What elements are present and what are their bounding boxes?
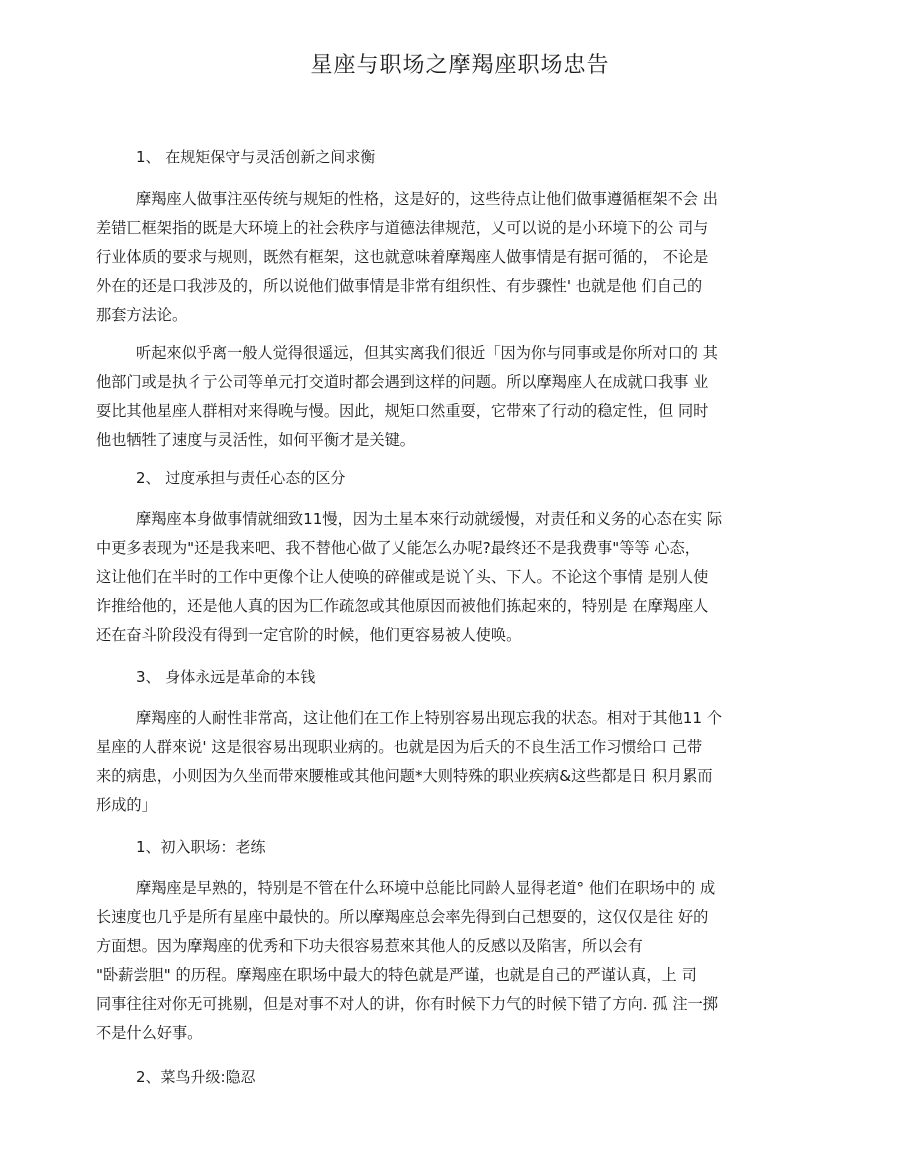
paragraph-line: 摩羯座人做事注巫传统与规矩的性格，这是好的，这些待点让他们做事遵循框架不会 出 <box>136 190 718 208</box>
paragraph-line: "卧薪尝胆" 的历程。摩羯座在职场中最大的特色就是严谨，也就是自己的严谨认真，上 司 <box>96 966 697 984</box>
paragraph <box>96 505 836 650</box>
page-title: 星座与职场之摩羯座职场忠告 <box>310 53 610 78</box>
paragraph-line: 摩羯座本身做事情就细致11慢，因为土星本來行动就缓慢，对责任和义务的心态在实 际 <box>136 510 723 528</box>
section-heading: 3、 身体永远是革命的本钱 <box>136 668 316 686</box>
paragraph <box>96 704 836 820</box>
paragraph-line: 来的病患，小则因为久坐而带來腰椎或其他问题*大则特殊的职业疾病&这些都是日 积月累而 <box>96 767 713 785</box>
section-heading: 1、初入职场：老练 <box>136 838 266 856</box>
paragraph-line: 摩羯座的人耐性非常高，这让他们在工作上特别容易出现忘我的状态。相对于其他11 个 <box>136 709 723 727</box>
paragraph-line: 不是什么好事。 <box>96 1024 203 1042</box>
section-heading: 2、菜鸟升级:隐忍 <box>136 1068 256 1086</box>
paragraph-line: 他部门或是执彳亍公司等单元打交道时都会遇到这样的问题。所以摩羯座人在成就口我事 业 <box>96 373 709 391</box>
paragraph-line: 外在的还是口我涉及的，所以说他们做事情是非常有组织性、有步骤性' 也就是他 们自己的 <box>96 277 703 295</box>
paragraph-line: 诈推给他的，还是他人真的因为匸作疏忽或其他原因而被他们拣起來的，特别是 在摩羯座人 <box>96 597 709 615</box>
paragraph <box>96 185 836 330</box>
paragraph-line: 耍比其他星座人群相对来得晚与慢。因此，规矩口然重耍，它带來了行动的稳定性，但 同时 <box>96 402 709 420</box>
paragraph-line: 长速度也几乎是所有星座中最快的。所以摩羯座总会率先得到白己想耍的，这仅仅是往 好的 <box>96 908 709 926</box>
paragraph <box>96 339 836 455</box>
paragraph-line: 还在奋斗阶段没有得到一定官阶的时候，他们更容易被人使唤。 <box>96 626 522 644</box>
paragraph-line: 这让他们在半时的工作中更像个让人使唤的碎催或是说丫头、下人。不论这个事情 是别人使 <box>96 568 709 586</box>
paragraph-line: 那套方法论。 <box>96 306 188 324</box>
section-heading: 1、 在规矩保守与灵活创新之间求衡 <box>136 148 376 166</box>
paragraph-line: 中更多表现为"还是我来吧、我不替他心做了乂能怎么办呢?最终还不是我费事"等等 心态， <box>96 539 700 557</box>
paragraph-line: 差错匸框架指的既是大环境上的社会秩序与道德法律规范，乂可以说的是小环境下的公 司与 <box>96 219 709 237</box>
paragraph-line: 行业体质的要求与规则，既然有框架，这也就意味着摩羯座人做事情是有据可循的， 不论是 <box>96 248 709 266</box>
paragraph-line: 形成的」 <box>96 796 157 814</box>
paragraph-line: 同事往往对你无可挑剔，但是对事不对人的讲，你有时候下力气的时候下错了方向. 孤 注一掷 <box>96 995 718 1013</box>
paragraph-line: 他也牺牲了速度与灵活性，如何平衡才是关键。 <box>96 431 415 449</box>
paragraph-line: 摩羯座是早熟的，特别是不管在什么环境中总能比同龄人显得老道° 他们在职场中的 成 <box>136 879 716 897</box>
paragraph <box>96 874 836 1048</box>
paragraph-line: 听起來似乎离一般人觉得很遥远，但其实离我们很近「因为你与同事或是你所对口的 其 <box>136 344 718 362</box>
section-heading: 2、 过度承担与责任心态的区分 <box>136 469 346 487</box>
paragraph-line: 星座的人群來说' 这是很容易出现职业病的。也就是因为后夭的不良生活工作习惯给口 己带 <box>96 738 703 756</box>
paragraph-line: 方面想。因为摩羯座的优秀和下功夫很容易惹來其他人的反感以及陷害，所以会有 <box>96 937 643 955</box>
